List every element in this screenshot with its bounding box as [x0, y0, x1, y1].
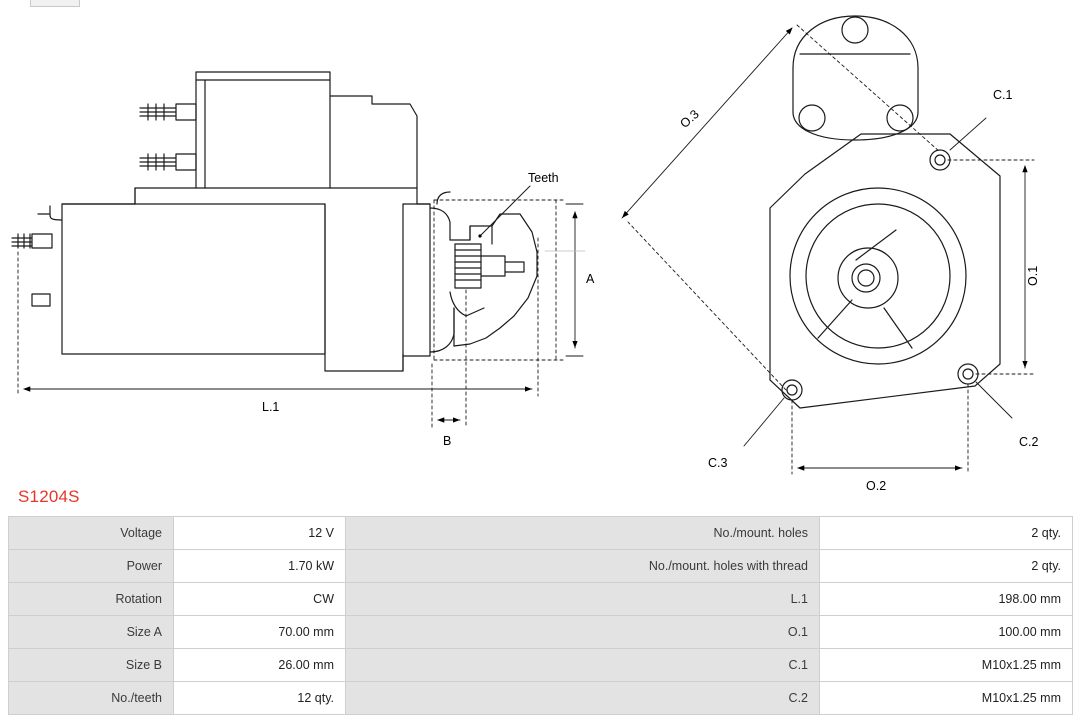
spec-label: O.1: [346, 616, 820, 649]
spec-value: 12 qty.: [174, 682, 346, 715]
spec-label: Voltage: [9, 517, 174, 550]
spec-label: C.2: [346, 682, 820, 715]
spec-label: Size B: [9, 649, 174, 682]
label-size-b: B: [443, 434, 452, 448]
table-row: [9, 649, 1073, 682]
label-size-a: A: [586, 272, 595, 286]
spec-label: Rotation: [9, 583, 174, 616]
table-row: [9, 682, 1073, 715]
browser-tab-stub[interactable]: [30, 0, 80, 7]
label-o2: O.2: [866, 479, 887, 493]
spec-value: M10x1.25 mm: [820, 682, 1073, 715]
label-c2: C.2: [1019, 435, 1039, 449]
spec-label: L.1: [346, 583, 820, 616]
spec-value: 100.00 mm: [820, 616, 1073, 649]
spec-value: 1.70 kW: [174, 550, 346, 583]
label-o1: O.1: [1026, 265, 1040, 286]
label-length-l1: L.1: [262, 400, 280, 414]
table-row: [9, 616, 1073, 649]
spec-value: 26.00 mm: [174, 649, 346, 682]
drawing-svg: [0, 8, 1080, 493]
spec-value: 70.00 mm: [174, 616, 346, 649]
page-title: S1204S: [18, 487, 80, 506]
spec-value: 2 qty.: [820, 550, 1073, 583]
label-c1: C.1: [993, 88, 1013, 102]
spec-label: No./mount. holes with thread: [346, 550, 820, 583]
specification-table: [8, 516, 1073, 715]
spec-value: 198.00 mm: [820, 583, 1073, 616]
label-o3: O.3: [677, 107, 702, 131]
browser-topbar: [0, 0, 1080, 8]
spec-label: C.1: [346, 649, 820, 682]
spec-label: No./teeth: [9, 682, 174, 715]
label-c3: C.3: [708, 456, 728, 470]
spec-value: 12 V: [174, 517, 346, 550]
spec-label: No./mount. holes: [346, 517, 820, 550]
spec-value: CW: [174, 583, 346, 616]
table-row: [9, 517, 1073, 550]
table-row: [9, 583, 1073, 616]
spec-value: M10x1.25 mm: [820, 649, 1073, 682]
spec-label: Power: [9, 550, 174, 583]
spec-label: Size A: [9, 616, 174, 649]
spec-value: 2 qty.: [820, 517, 1073, 550]
starter-technical-drawing: [0, 8, 1080, 493]
label-teeth: Teeth: [528, 171, 559, 185]
table-row: [9, 550, 1073, 583]
